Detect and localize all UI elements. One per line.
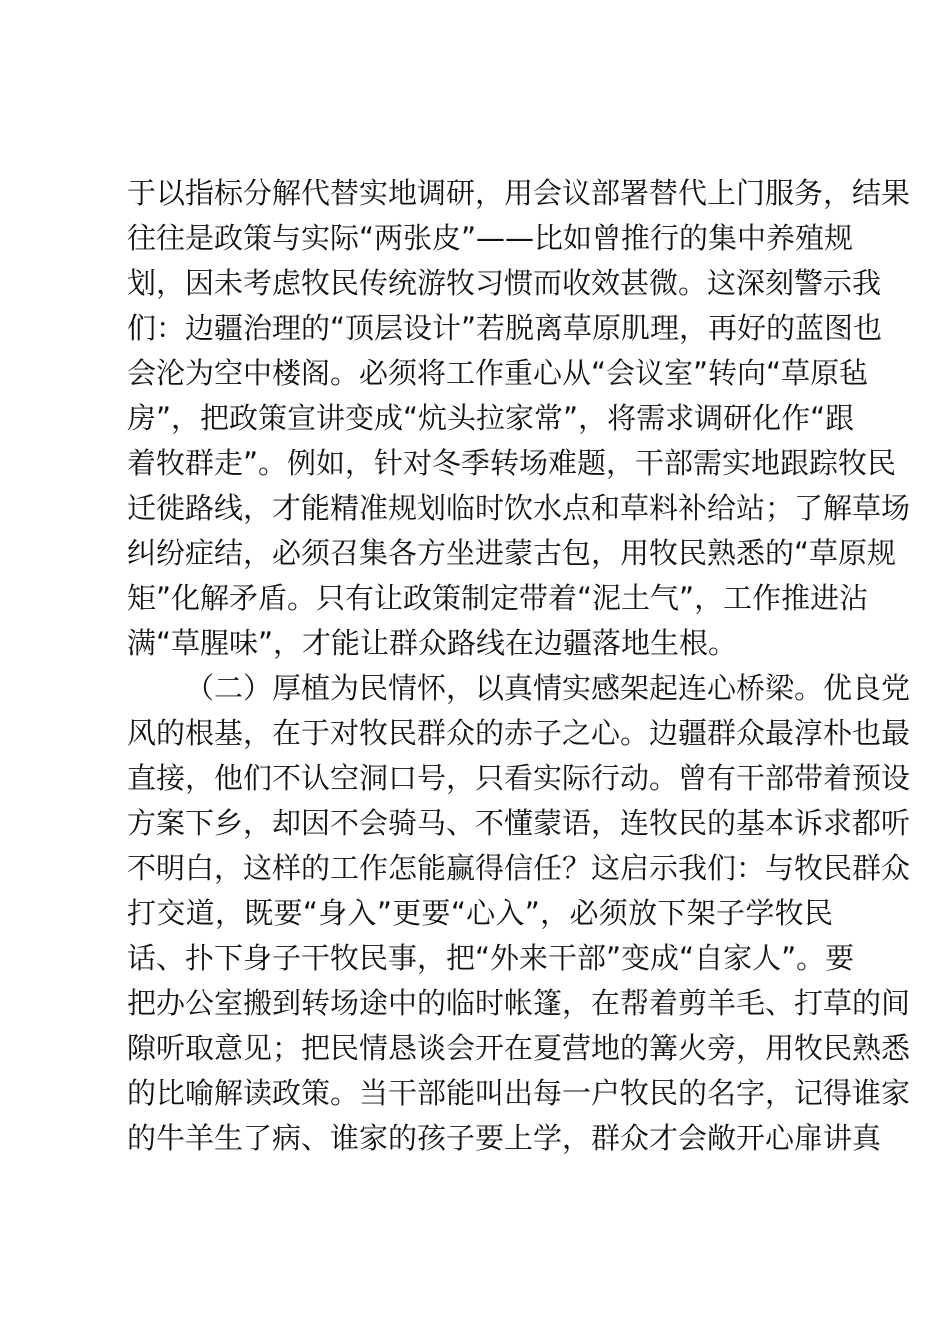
text-line: 矩”化解矛盾。只有让政策制定带着“泥土气”，工作推进沾 [127, 581, 869, 615]
text-line: 打交道，既要“身入”更要“心入”，必须放下架子学牧民 [127, 896, 833, 930]
text-line: 于以指标分解代替实地调研，用会议部署替代上门服务，结果 [127, 176, 911, 210]
text-line: 们：边疆治理的“顶层设计”若脱离草原肌理，再好的蓝图也 [127, 311, 883, 345]
section-heading-line: （二）厚植为民情怀，以真情实感架起连心桥梁。优良党 [185, 671, 911, 705]
text-line: 话、扑下身子干牧民事，把“外来干部”变成“自家人”。要 [127, 941, 855, 975]
document-body [127, 171, 911, 1161]
text-line: 迁徙路线，才能精准规划临时饮水点和草料补给站；了解草场 [127, 491, 911, 525]
text-line: 隙听取意见；把民情恳谈会开在夏营地的篝火旁，用牧民熟悉 [127, 1031, 911, 1065]
text-line: 满“草腥味”，才能让群众路线在边疆落地生根。 [127, 626, 738, 660]
text-line: 往往是政策与实际“两张皮”——比如曾推行的集中养殖规 [127, 221, 854, 255]
text-line: 房”，把政策宣讲变成“炕头拉家常”，将需求调研化作“跟 [127, 401, 855, 435]
text-line: 着牧群走”。例如，针对冬季转场难题，干部需实地跟踪牧民 [127, 446, 897, 480]
text-line: 方案下乡，却因不会骑马、不懂蒙语，连牧民的基本诉求都听 [127, 806, 911, 840]
text-line: 风的根基，在于对牧民群众的赤子之心。边疆群众最淳朴也最 [127, 716, 911, 750]
text-line: 纠纷症结，必须召集各方坐进蒙古包，用牧民熟悉的“草原规 [127, 536, 897, 570]
text-line: 划，因未考虑牧民传统游牧习惯而收效甚微。这深刻警示我 [127, 266, 882, 300]
text-line: 不明白，这样的工作怎能赢得信任？这启示我们：与牧民群众 [127, 851, 911, 885]
text-line: 会沦为空中楼阁。必须将工作重心从“会议室”转向“草原毡 [127, 356, 869, 390]
text-line: 把办公室搬到转场途中的临时帐篷，在帮着剪羊毛、打草的间 [127, 986, 911, 1020]
text-line: 直接，他们不认空洞口号，只看实际行动。曾有干部带着预设 [127, 761, 911, 795]
text-line: 的牛羊生了病、谁家的孩子要上学，群众才会敞开心扉讲真 [127, 1121, 882, 1155]
text-line: 的比喻解读政策。当干部能叫出每一户牧民的名字，记得谁家 [127, 1076, 911, 1110]
